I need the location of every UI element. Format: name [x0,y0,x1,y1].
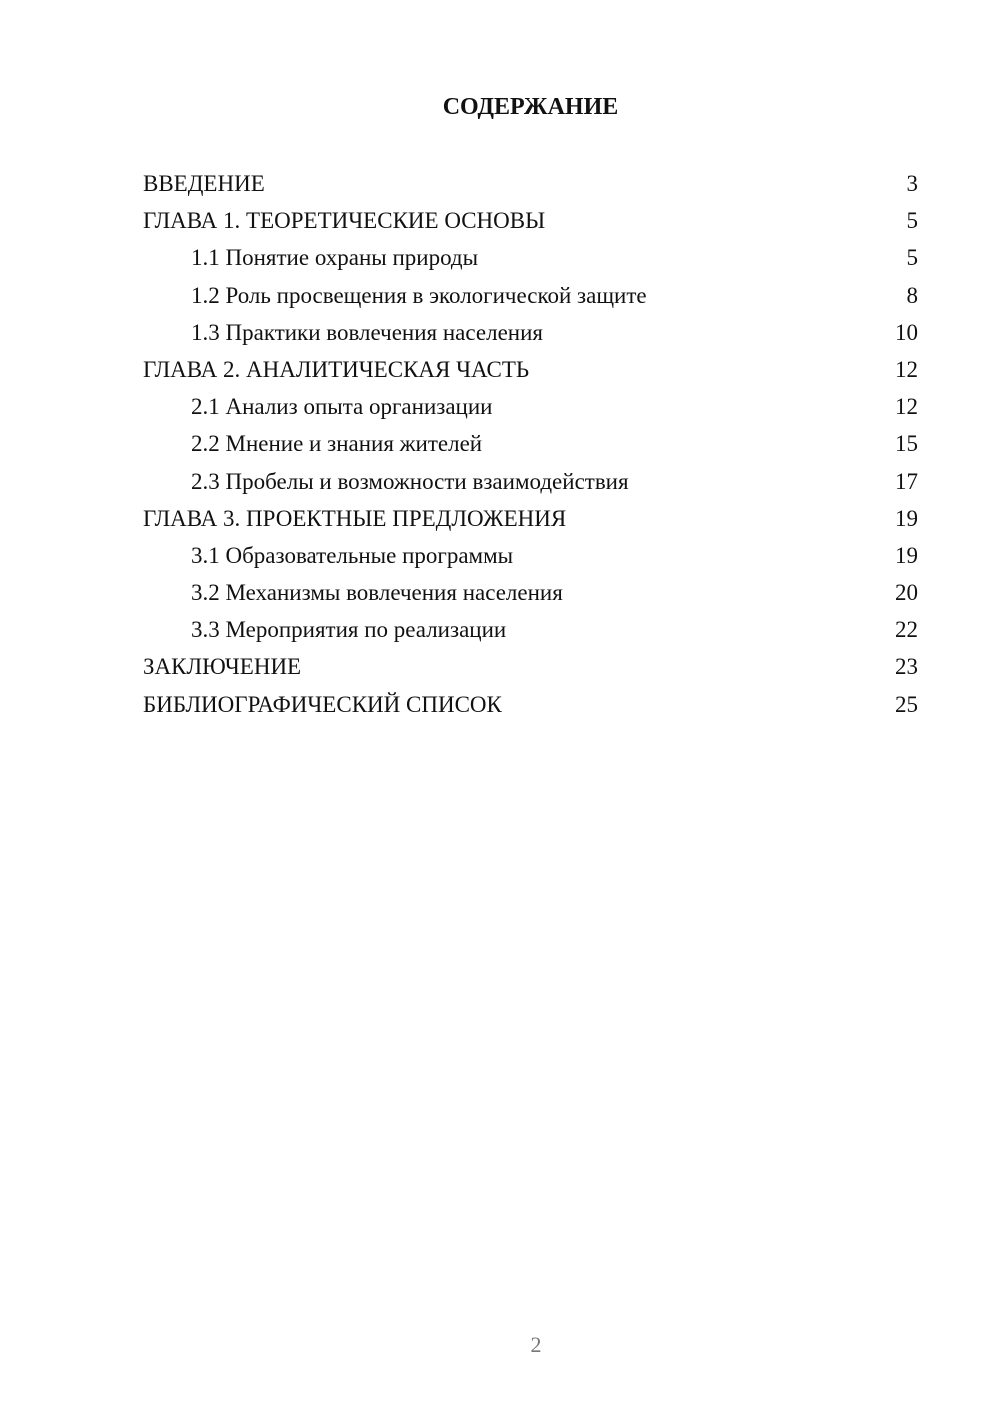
toc-entry-label: ВВЕДЕНИЕ [143,171,265,196]
toc-entry-page: 19 [895,505,918,531]
toc-subentry [143,318,918,355]
toc-subentry [143,615,918,652]
toc-entry-label: 1.2 Роль просвещения в экологической защите [191,282,647,308]
toc-entry-page: 3 [906,171,918,196]
toc-entry-page: 12 [895,356,918,382]
toc-entry-label: 3.3 Мероприятия по реализации [191,617,507,643]
toc-entry-page: 12 [895,394,918,420]
toc-entry-label: 2.2 Мнение и знания жителей [191,431,483,457]
toc-subentry [143,467,918,504]
toc-entry-label: 1.3 Практики вовлечения населения [191,319,543,345]
page-number: 2 [530,1332,542,1357]
toc-entry-page: 19 [895,542,918,568]
toc-entry-page: 8 [906,282,918,308]
toc-subentry [143,281,918,318]
toc-entry-page: 17 [895,468,918,494]
toc-entry-page: 22 [895,617,918,643]
toc-entry-label: 2.1 Анализ опыта организации [191,394,493,420]
toc-entry-label: 1.1 Понятие охраны природы [191,245,479,271]
toc-entry-page: 20 [895,580,918,606]
toc-subentry [143,541,918,578]
toc-entry-label: ЗАКЛЮЧЕНИЕ [143,654,302,680]
toc-entry-label: 3.2 Механизмы вовлечения населения [191,580,563,606]
toc-entry [143,690,918,727]
toc-entry-label: БИБЛИОГРАФИЧЕСКИЙ СПИСОК [143,691,502,717]
page-title: СОДЕРЖАНИЕ [442,94,619,120]
toc-entry-label: 3.1 Образовательные программы [191,542,514,568]
toc-entry-page: 15 [895,431,918,457]
toc-entry [143,169,918,206]
toc-entry [143,504,918,541]
toc-entry-page: 23 [895,654,918,680]
toc-entry-label: ГЛАВА 2. АНАЛИТИЧЕСКАЯ ЧАСТЬ [143,356,530,382]
toc-subentry [143,392,918,429]
toc-subentry [143,243,918,280]
toc-entry-page: 10 [895,319,918,345]
toc-entry-label: ГЛАВА 3. ПРОЕКТНЫЕ ПРЕДЛОЖЕНИЯ [143,505,567,531]
toc-entry-label: 2.3 Пробелы и возможности взаимодействия [191,468,629,494]
toc-entry [143,652,918,689]
toc-entry-label: ГЛАВА 1. ТЕОРЕТИЧЕСКИЕ ОСНОВЫ [143,208,546,234]
toc-entry [143,355,918,392]
toc-entry-page: 25 [895,691,918,717]
toc-entry-page: 5 [906,245,918,271]
table-of-contents [143,169,918,727]
toc-subentry [143,429,918,466]
toc-subentry [143,578,918,615]
toc-entry-page: 5 [906,208,918,234]
toc-entry [143,206,918,243]
